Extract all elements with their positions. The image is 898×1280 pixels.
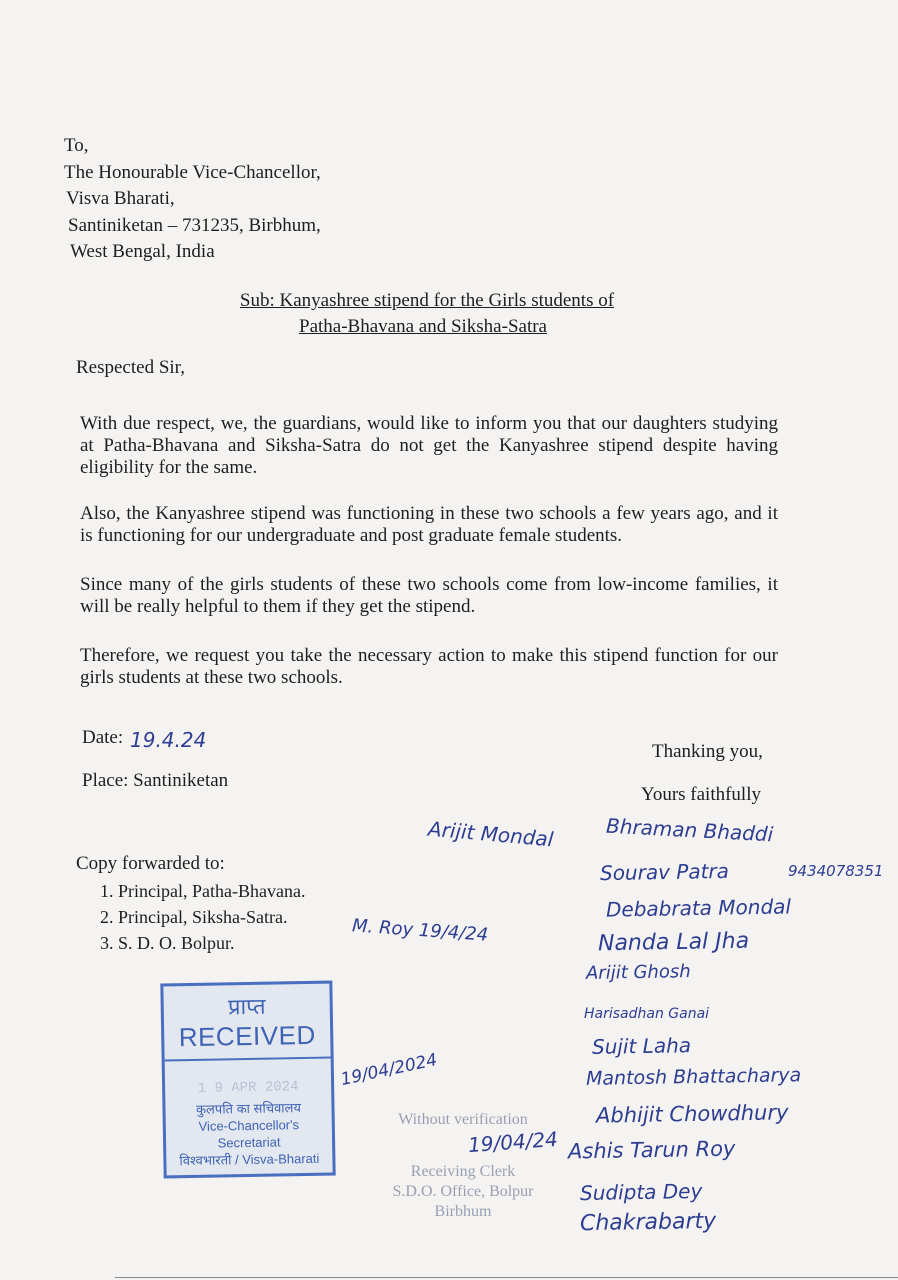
sdo-receipt-note: 19/04/24 [467, 1126, 559, 1158]
closing-thanks: Thanking you, [652, 741, 763, 762]
signature: Abhijit Chowdhury [595, 1100, 789, 1128]
date-value: 19.4.24 [130, 728, 207, 752]
signature: Sujit Laha [591, 1033, 692, 1059]
signature: Chakrabarty [579, 1208, 717, 1237]
signature: Debabrata Mondal [605, 894, 792, 922]
received-stamp [160, 981, 335, 1179]
sdo-stamp-line: Receiving Clerk [410, 1163, 516, 1180]
copy-receipt-note: M. Roy 19/4/24 [351, 915, 489, 946]
stamp-divider [165, 1057, 331, 1062]
address-line: The Honourable Vice-Chancellor, [64, 161, 321, 183]
copy-forwarded-label: Copy forwarded to: [76, 853, 225, 874]
receipt-note: 19/04/2024 [338, 1050, 439, 1090]
address-block [64, 133, 321, 266]
signature: Arijit Ghosh [585, 961, 691, 984]
stamp-footer [169, 1099, 328, 1170]
sdo-stamp-line: S.D.O. Office, Bolpur [392, 1183, 534, 1200]
stamp-date: 1 9 APR 2024 [197, 1079, 299, 1097]
sdo-stamp-line: Birbhum [434, 1203, 492, 1220]
sdo-stamp [368, 1110, 558, 1222]
address-line: West Bengal, India [70, 241, 215, 262]
greeting: Respected Sir, [76, 357, 185, 378]
closing-yours: Yours faithfully [641, 784, 761, 805]
address-line: Santiniketan – 731235, Birbhum, [68, 214, 321, 236]
stamp-office-english: Vice-Chancellor's Secretariat [198, 1117, 300, 1151]
body-paragraph: Since many of the girls students of these two schools come from low-income families, it will be really helpful to them if they get the stipend. [80, 574, 778, 617]
signature: Bhraman Bhaddi [605, 813, 774, 847]
stamp-office-hindi: कुलपति का सचिवालय [195, 1100, 302, 1117]
place-line: Place: Santiniketan [82, 770, 229, 791]
bottom-divider [115, 1277, 898, 1278]
subject-block [0, 288, 898, 340]
subject-line: Patha-Bhavana and Siksha-Satra [299, 316, 547, 337]
signature: Arijit Mondal [427, 816, 555, 852]
address-line: Visva Bharati, [66, 188, 175, 209]
body-paragraph: Therefore, we request you take the necessary action to make this stipend function for our girls students at these two schools. [80, 645, 778, 688]
signature-phone: 9434078351 [788, 862, 884, 880]
list-item: 3. S. D. O. Bolpur. [100, 933, 235, 953]
stamp-english-title: RECEIVED [178, 1019, 316, 1053]
subject-line: Sub: Kanyashree stipend for the Girls students of [239, 290, 615, 311]
stamp-institution: विश्वभारती / Visva-Bharati [179, 1150, 320, 1169]
signature: Harisadhan Ganai [584, 1006, 710, 1022]
signature: Ashis Tarun Roy [567, 1136, 736, 1164]
sdo-stamp-line: Without verification [398, 1111, 528, 1128]
copy-list [100, 878, 305, 956]
signature: Mantosh Bhattacharya [585, 1064, 802, 1090]
signature: Sourav Patra [599, 858, 730, 886]
list-item: 2. Principal, Siksha-Satra. [100, 907, 288, 927]
date-label: Date: [82, 727, 124, 748]
stamp-hindi-title: प्राप्त [227, 994, 266, 1021]
signature: Nanda Lal Jha [597, 928, 750, 957]
body-paragraph: Also, the Kanyashree stipend was functioning in these two schools a few years ago, and it is functioning for our undergraduate and post graduate female students. [80, 503, 778, 546]
signature: Sudipta Dey [579, 1178, 703, 1206]
list-item: 1. Principal, Patha-Bhavana. [100, 881, 306, 901]
body-paragraph: With due respect, we, the guardians, would like to inform you that our daughters studying at Patha-Bhavana and Siksha-Satra do not get the Kanyashree stipend despite having eligibility for the same. [80, 413, 778, 478]
to-label: To, [64, 135, 89, 156]
